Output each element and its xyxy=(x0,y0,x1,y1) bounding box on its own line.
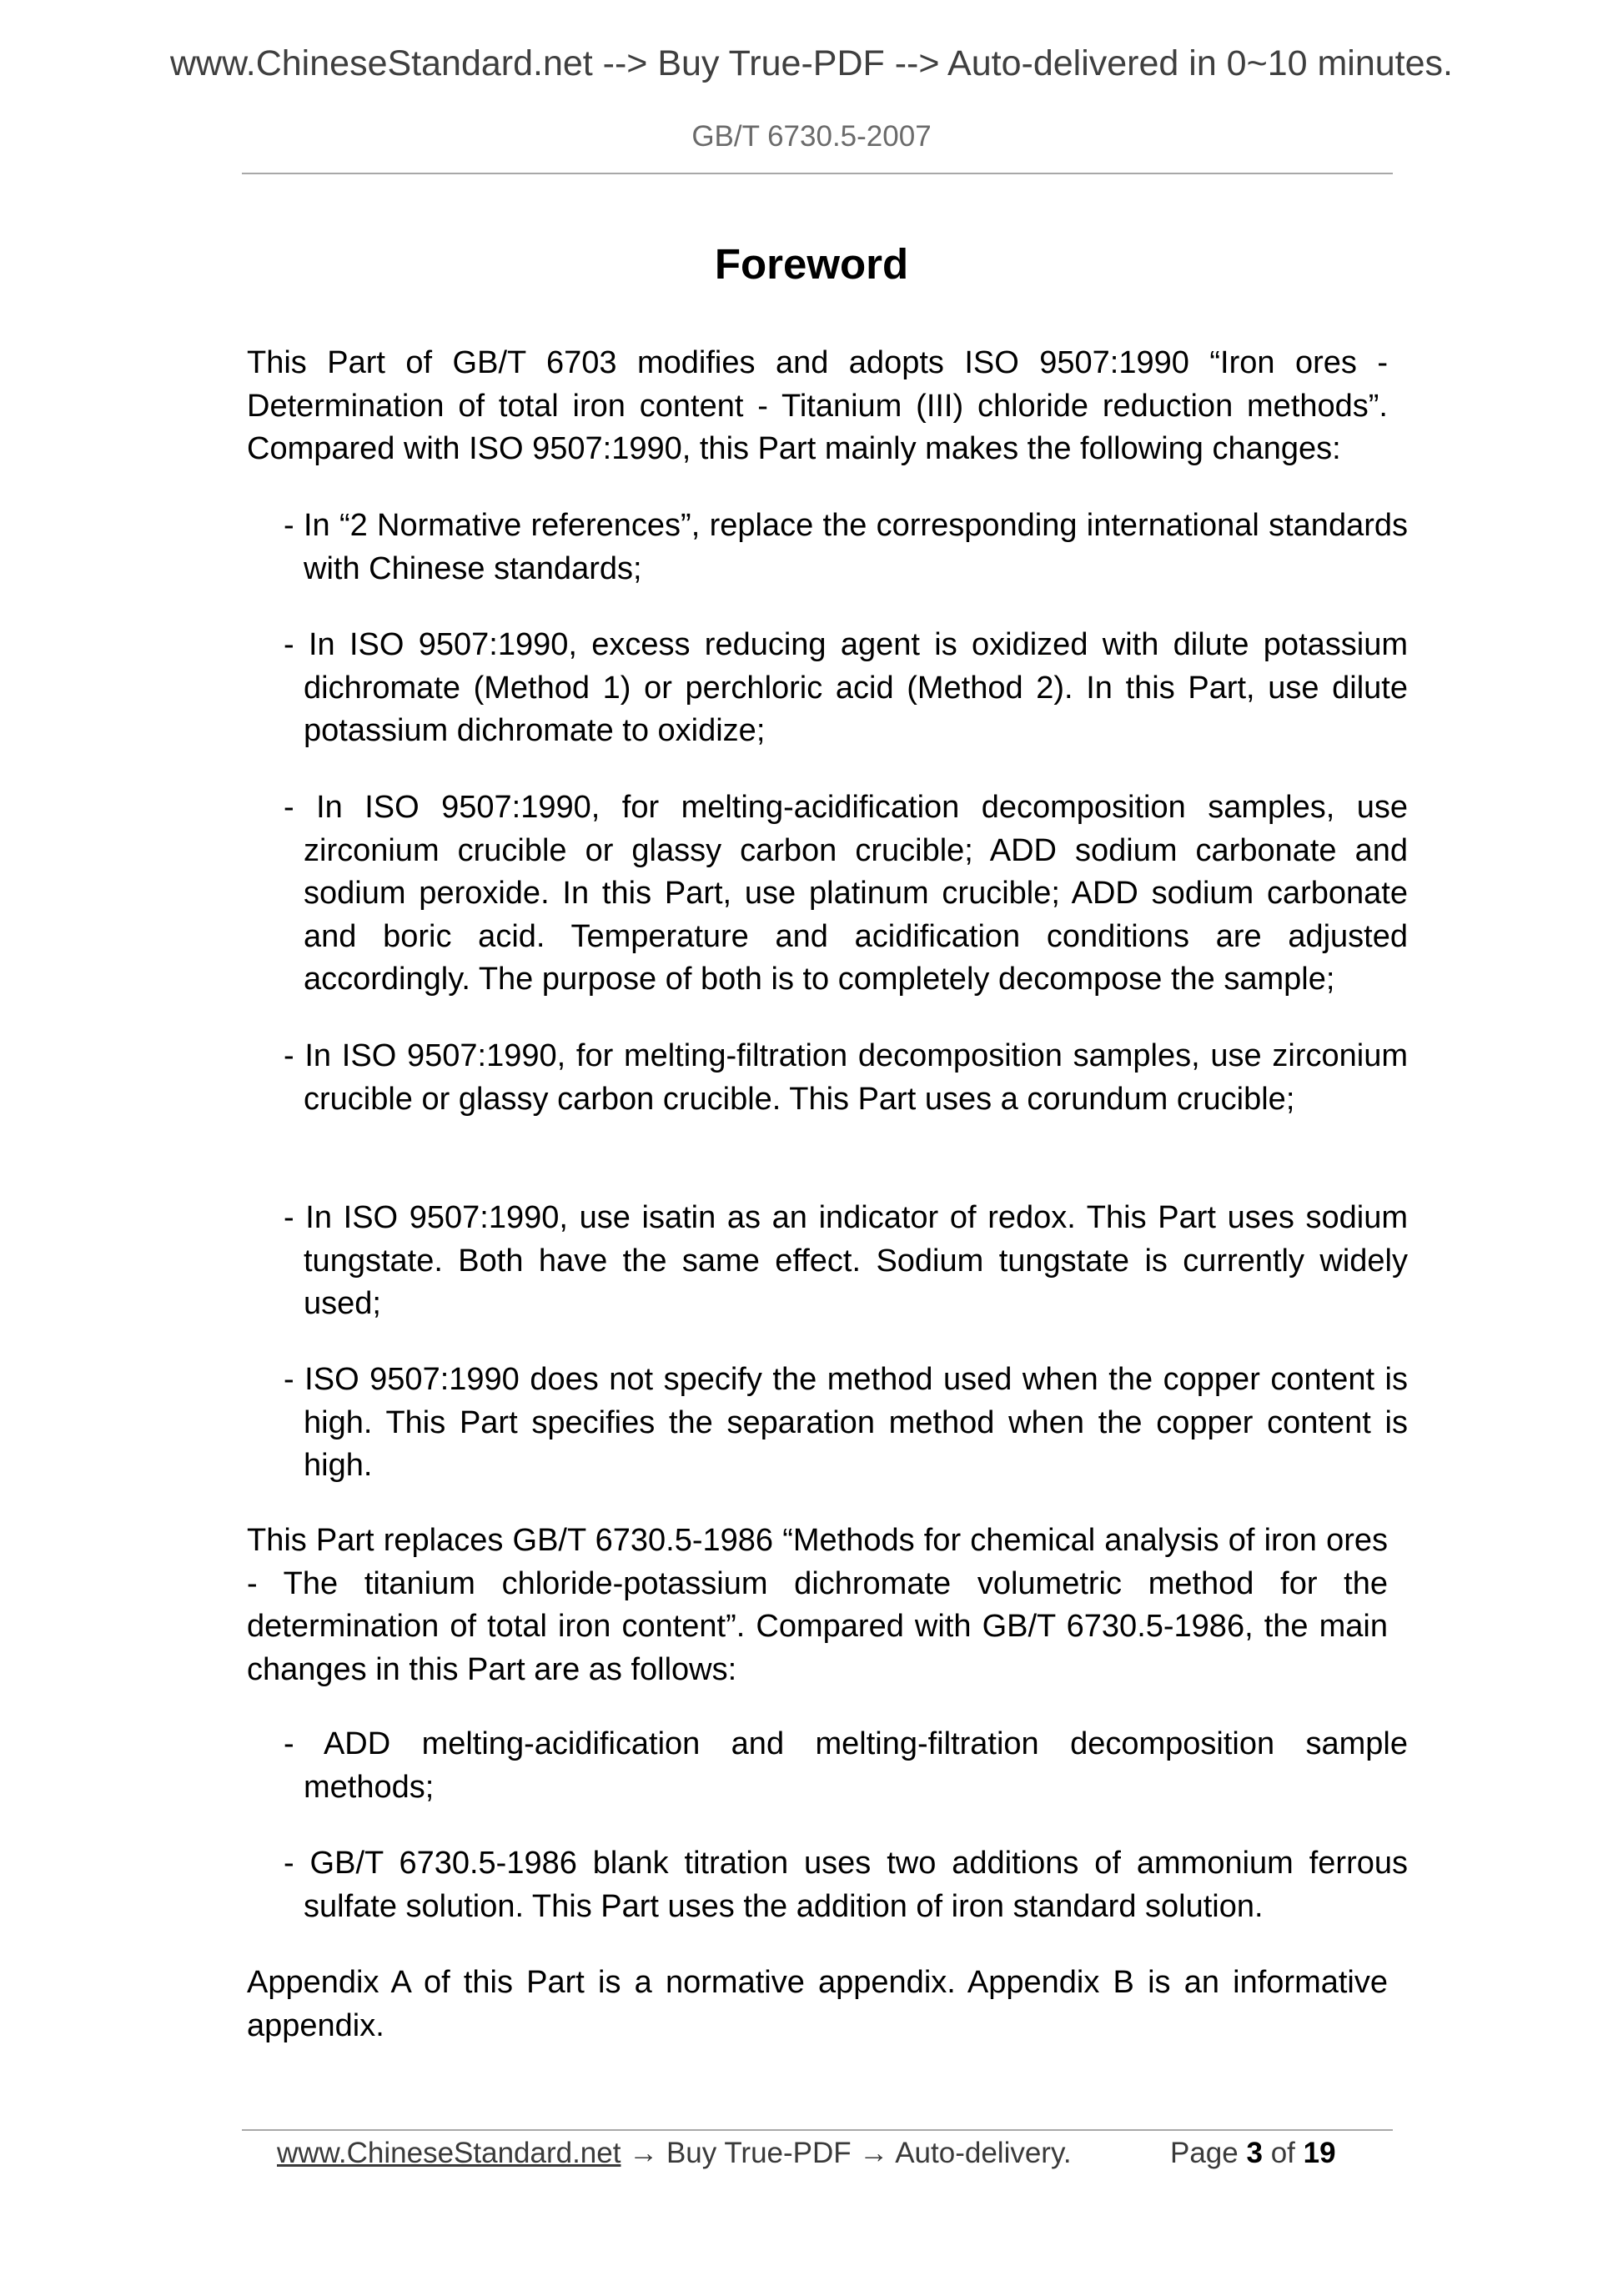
page-label: Page xyxy=(1170,2137,1239,2169)
document-code: GB/T 6730.5-2007 xyxy=(691,120,932,153)
top-banner: www.ChineseStandard.net --> Buy True-PDF --> Auto-delivered in 0~10 minutes. xyxy=(169,43,1453,83)
replaces-paragraph: This Part replaces GB/T 6730.5-1986 “Methods for chemical analysis of iron ores - The titanium chloride-potassium dichromate volumetric method for the determination of total iron content”. Compared with GB/T 6730.5-1986, the main changes in this Part are as follows: xyxy=(247,1523,1388,1687)
of-label: of xyxy=(1270,2137,1295,2169)
change-item-normative-refs: - In “2 Normative references”, replace the corresponding international standards with Chinese standards; xyxy=(284,508,1408,586)
page-number xyxy=(1170,2137,1336,2170)
current-page: 3 xyxy=(1246,2137,1263,2169)
footer-link[interactable]: www.ChineseStandard.net xyxy=(277,2137,621,2169)
change-item-copper: - ISO 9507:1990 does not specify the method used when the copper content is high. This Part specifies the separation method when the copper content is high. xyxy=(284,1362,1408,1483)
change-item-melting-acidification: - In ISO 9507:1990, for melting-acidification decomposition samples, use zirconium crucible or glassy carbon crucible; ADD sodium carbonate and sodium peroxide. In this Part, use platinum crucible; ADD sodium carbonate and boric acid. Temperature and acidification conditions are adjusted accordingly. The purpose of both is to completely decompose the sample; xyxy=(284,790,1408,997)
change-item-indicator: - In ISO 9507:1990, use isatin as an indicator of redox. This Part uses sodium tungstate. Both have the same effect. Sodium tungstate is currently widely used; xyxy=(284,1200,1408,1321)
footer-left xyxy=(277,2137,1072,2170)
header-divider xyxy=(242,173,1393,174)
intro-paragraph: This Part of GB/T 6703 modifies and adopts ISO 9507:1990 “Iron ores - Determination of total iron content - Titanium (III) chloride reduction methods”. Compared with ISO 9507:1990, this Part mainly makes the following changes: xyxy=(247,345,1388,466)
gb-change-item-blank-titration: - GB/T 6730.5-1986 blank titration uses two additions of ammonium ferrous sulfate solution. This Part uses the addition of iron standard solution. xyxy=(284,1846,1408,1924)
footer-buy-text: Buy True-PDF xyxy=(666,2137,852,2169)
arrow-right-icon: → xyxy=(859,2137,889,2169)
appendix-paragraph: Appendix A of this Part is a normative appendix. Appendix B is an informative appendix. xyxy=(247,1965,1388,2043)
arrow-right-icon: → xyxy=(629,2137,659,2169)
total-pages: 19 xyxy=(1303,2137,1336,2169)
footer-divider xyxy=(242,2129,1393,2131)
gb-change-item-decomposition: - ADD melting-acidification and melting-filtration decomposition sample methods; xyxy=(284,1726,1408,1805)
change-item-melting-filtration: - In ISO 9507:1990, for melting-filtration decomposition samples, use zirconium crucible or glassy carbon crucible. This Part uses a corundum crucible; xyxy=(284,1038,1408,1117)
footer-delivery-text: Auto-delivery. xyxy=(895,2137,1072,2169)
page-title: Foreword xyxy=(714,240,909,288)
change-item-oxidizer: - In ISO 9507:1990, excess reducing agent is oxidized with dilute potassium dichromate (Method 1) or perchloric acid (Method 2). In this Part, use dilute potassium dichromate to oxidize; xyxy=(284,627,1408,748)
